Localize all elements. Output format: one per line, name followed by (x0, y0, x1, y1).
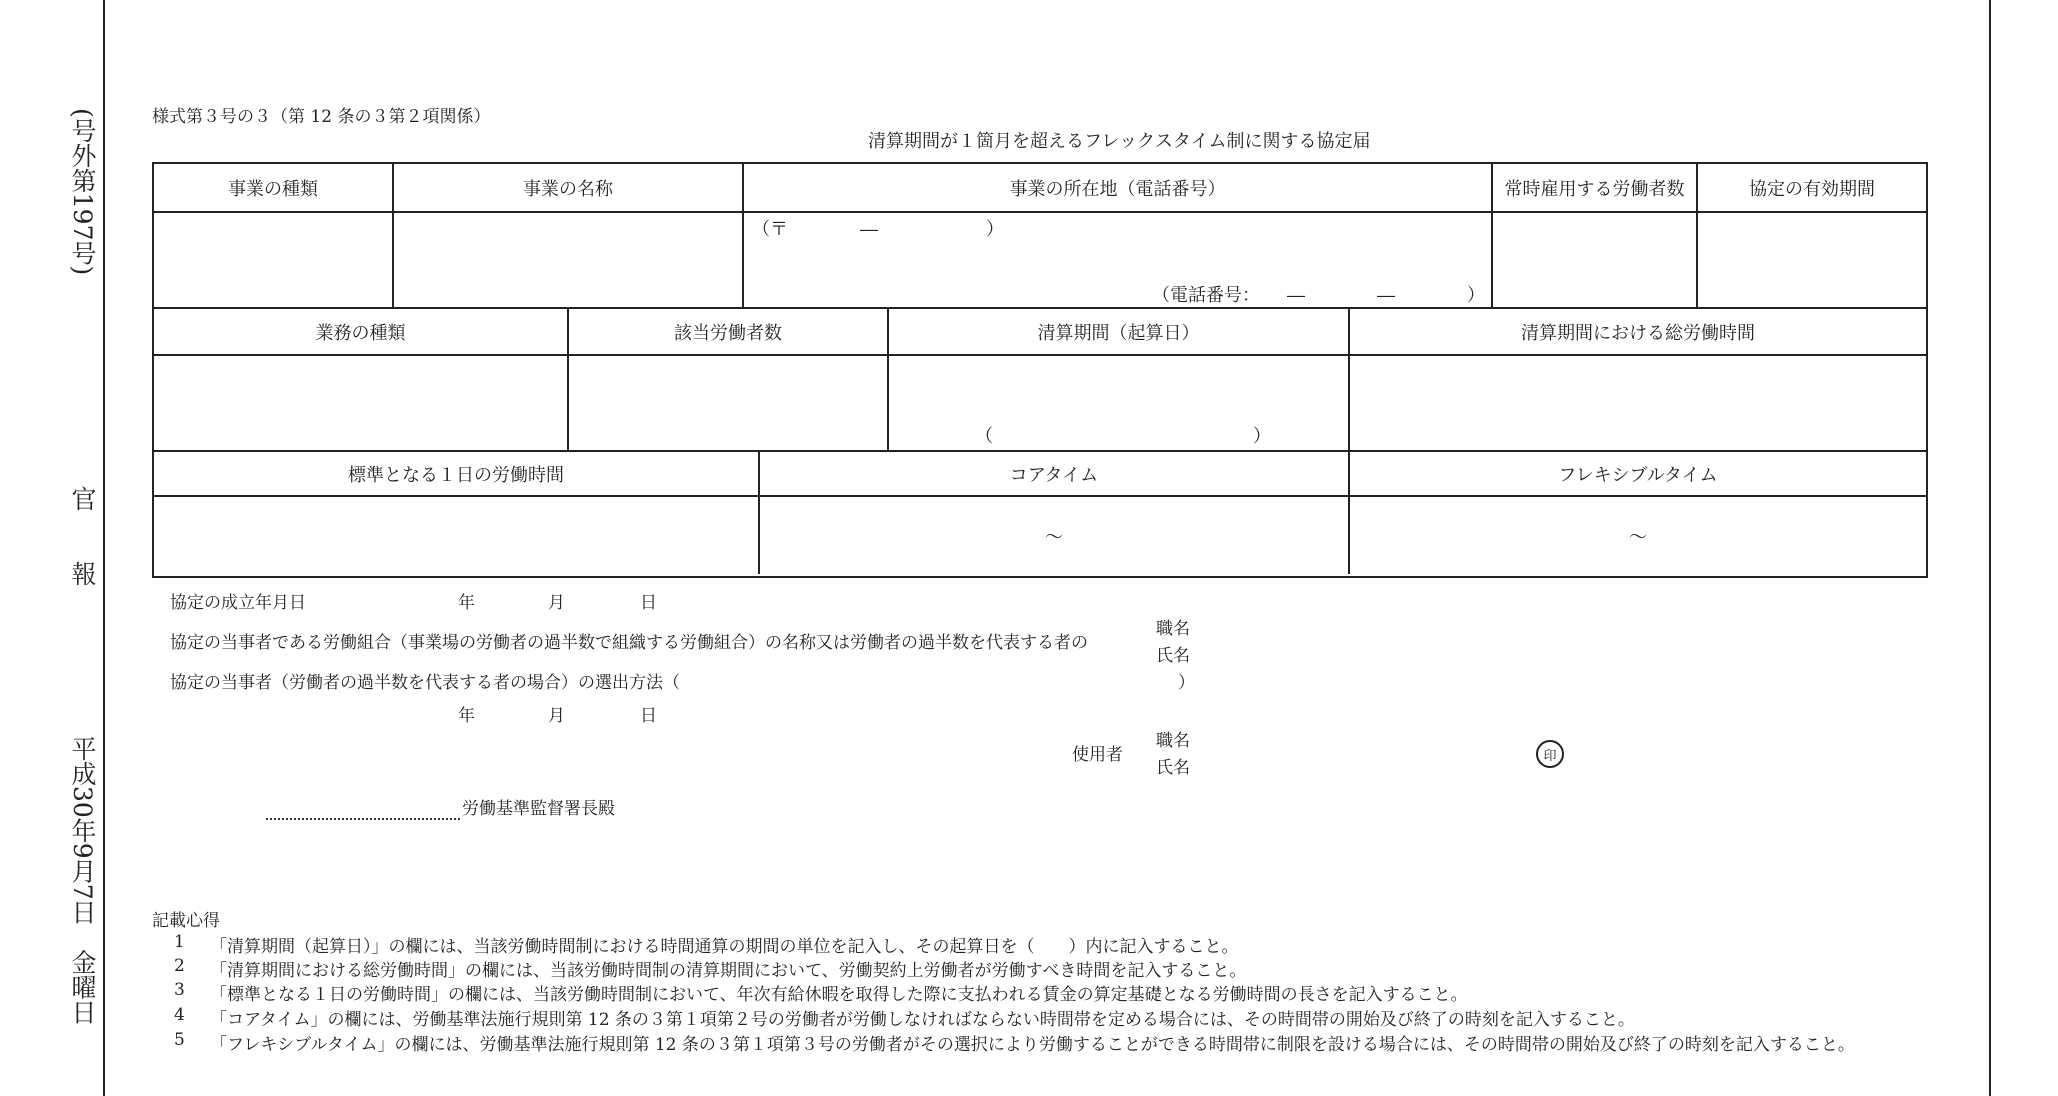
established-date-label: 協定の成立年月日 (170, 593, 306, 613)
note-text: 「コアタイム」の欄には、労働基準法施行規則第 12 条の３第１項第２号の労働者が労働しなければならない時間帯を定める場合には、その時間帯の開始及び終了の時刻を記入すること。 (210, 1010, 1635, 1030)
field-applicable-workers[interactable] (569, 356, 889, 450)
note-text: 「清算期間における総労働時間」の欄には、当該労働時間制の清算期間において、労働契約上労働者が労働すべき時間を記入すること。 (210, 961, 1247, 981)
field-core-time[interactable] (760, 497, 1350, 574)
header-settlement-period: 清算期間（起算日） (889, 309, 1350, 354)
day-label-1: 日 (640, 593, 657, 613)
header-job-type: 業務の種類 (154, 309, 569, 354)
core-time-tilde: ～ (1045, 526, 1063, 548)
header-standard-daily-hours: 標準となる１日の労働時間 (154, 452, 760, 495)
year-label-1: 年 (458, 593, 475, 613)
header-flexible-time: フレキシブルタイム (1558, 464, 1718, 486)
month-label-2: 月 (548, 706, 565, 726)
year-label-2: 年 (458, 706, 475, 726)
field-job-type[interactable] (154, 356, 569, 450)
labor-office-addressee: 労働基準監督署長殿 (462, 799, 615, 819)
header-business-name: 事業の名称 (394, 164, 744, 211)
header-total-hours: 清算期間における総労働時間 (1521, 322, 1755, 344)
header-worker-count: 常時雇用する労働者数 (1493, 164, 1698, 211)
gazette-name: 官 報 (68, 486, 97, 586)
row2-header (154, 307, 1926, 354)
notes-heading: 記載心得 (152, 911, 220, 931)
union-position-label: 職名 (1156, 619, 1190, 639)
header-applicable-workers: 該当労働者数 (569, 309, 889, 354)
issue-date: 平成30年9月7日 金曜日 (68, 736, 97, 1025)
employer-position-label: 職名 (1156, 731, 1190, 751)
issue-number: (号外第197号) (68, 108, 97, 276)
note-text: 「清算期間（起算日）」の欄には、当該労働時間制における時間通算の期間の単位を記入し、その起算日を（ ）内に記入すること。 (210, 937, 1239, 957)
start-date-open-paren: （ (975, 426, 993, 447)
form-reference: 様式第３号の３（第 12 条の３第２項関係） (152, 107, 491, 127)
header-business-address: 事業の所在地（電話番号） (744, 164, 1493, 211)
field-worker-count[interactable] (1493, 213, 1698, 307)
field-business-name[interactable] (394, 213, 744, 307)
employer-name-label: 氏名 (1156, 758, 1190, 778)
seal-mark-icon: 印 (1536, 740, 1564, 768)
union-name-label: 氏名 (1156, 646, 1190, 666)
start-date-close-paren: ） (1253, 426, 1271, 447)
employer-label: 使用者 (1072, 745, 1123, 765)
selection-method-line: 協定の当事者（労働者の過半数を代表する者の場合）の選出方法（ (170, 673, 680, 693)
month-label-1: 月 (548, 593, 565, 613)
field-standard-daily-hours[interactable] (154, 497, 760, 574)
note-text: 「標準となる１日の労働時間」の欄には、当該労働時間制において、年次有給休暇を取得した際に支払われる賃金の算定基礎となる労働時間の長さを記入すること。 (210, 985, 1468, 1005)
agreement-table (152, 162, 1928, 578)
note-text: 「フレキシブルタイム」の欄には、労働基準法施行規則第 12 条の３第１項第３号の労働者がその選択により労働することができる時間帯に制限を設ける場合には、その時間帯の開始及び終了の時刻を記入すること。 (210, 1035, 1855, 1055)
selection-method-close: ） (1178, 673, 1195, 693)
row1-header (154, 164, 1926, 211)
field-flexible-time[interactable] (1350, 497, 1926, 574)
field-validity-period[interactable] (1698, 213, 1926, 307)
header-business-type: 事業の種類 (154, 164, 394, 211)
day-label-2: 日 (640, 706, 657, 726)
phone-number-line: （電話番号： ― ― ） (1152, 285, 1485, 306)
postal-code-line: （〒 ― ） (752, 219, 1004, 240)
field-total-hours[interactable] (1350, 356, 1926, 450)
flexible-time-tilde: ～ (1629, 526, 1647, 548)
note-number: 2 (174, 956, 185, 976)
form-title: 清算期間が１箇月を超えるフレックスタイム制に関する協定届 (868, 131, 1371, 152)
right-margin-rule (1989, 0, 1991, 1096)
field-settlement-period[interactable] (889, 356, 1350, 450)
note-number: 1 (174, 932, 185, 952)
note-number: 4 (174, 1005, 185, 1025)
office-name-blank[interactable] (266, 818, 460, 820)
header-validity-period: 協定の有効期間 (1749, 178, 1875, 200)
row3-body (154, 495, 1926, 574)
note-number: 3 (174, 980, 185, 1000)
row3-header (154, 450, 1926, 495)
field-business-address[interactable] (744, 213, 1493, 307)
header-core-time: コアタイム (760, 452, 1350, 495)
row2-body (154, 354, 1926, 450)
field-business-type[interactable] (154, 213, 394, 307)
row1-body (154, 211, 1926, 307)
union-representative-line: 協定の当事者である労働組合（事業場の労働者の過半数で組織する労働組合）の名称又は労働者の過半数を代表する者の (170, 633, 1088, 653)
left-margin-rule (103, 0, 105, 1096)
note-number: 5 (174, 1030, 185, 1050)
